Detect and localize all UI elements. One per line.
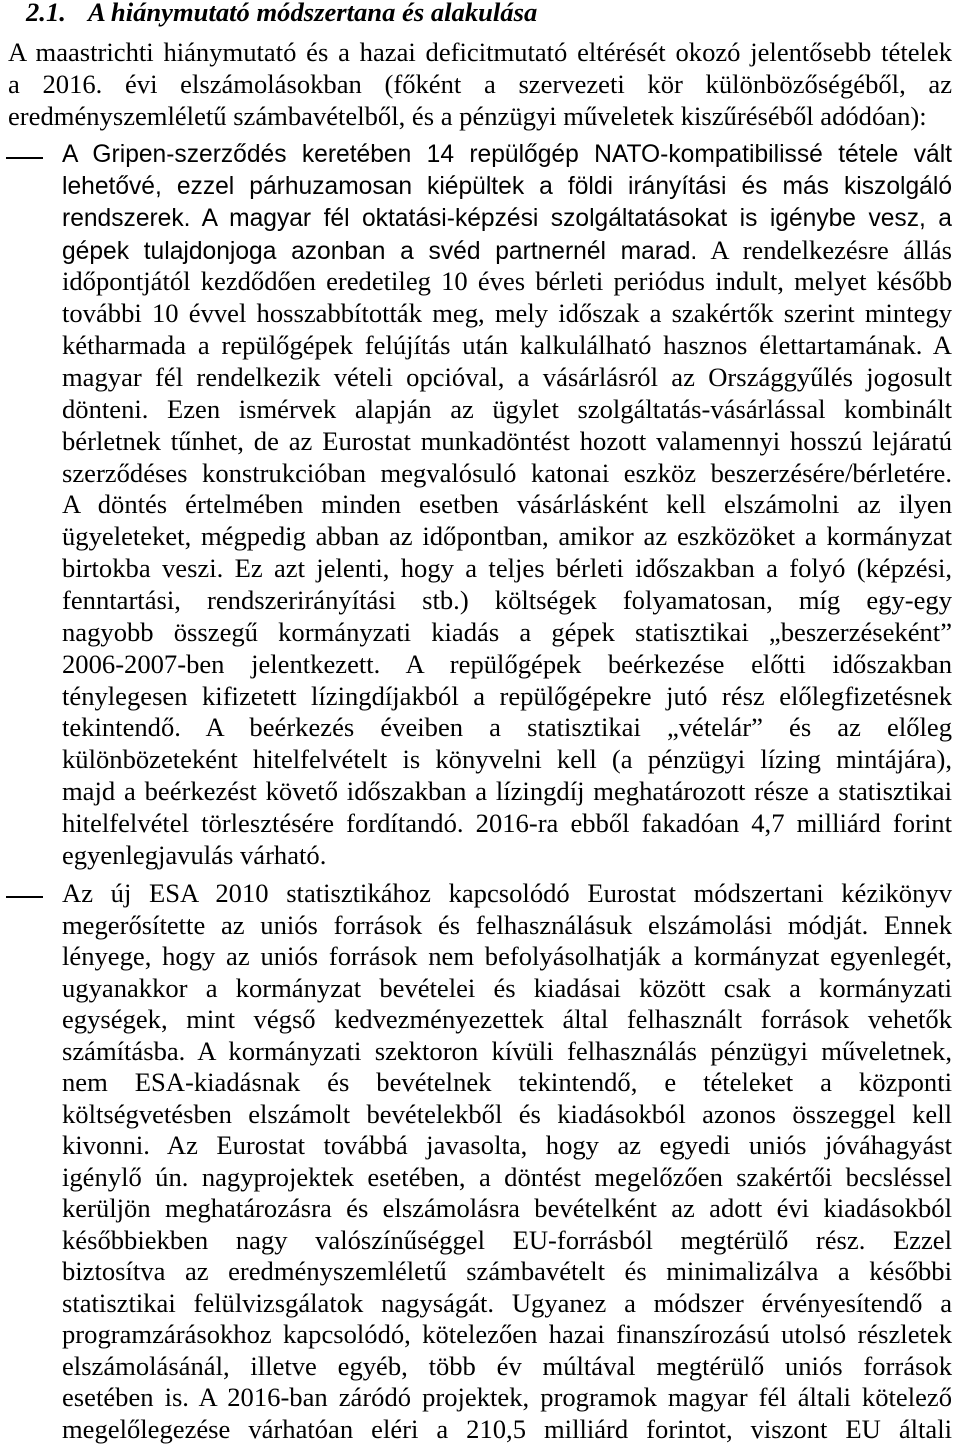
list-item-esa2010	[62, 878, 952, 1445]
paragraph-line: ugyanakkor a kormányzat bevételei és kiadásai között csak a kormányzati	[62, 972, 952, 1003]
paragraph-line: A maastrichti hiánymutató és a hazai deficitmutató eltérését okozó jelentősebb tételek	[8, 37, 952, 67]
paragraph-line: tekintendő. A beérkezés éveiben a statisztikai „vételár” és az előleg	[62, 712, 952, 743]
paragraph-line: Az új ESA 2010 statisztikához kapcsolódó Eurostat módszertani kézikönyv	[62, 878, 952, 908]
paragraph-line	[62, 235, 952, 267]
paragraph-line: nagyobb összegű kormányzati kiadás a gépek statisztikai „beszerzéseként”	[62, 616, 952, 647]
paragraph-line: majd a beérkezést követő időszakban a lízingdíj meghatározott része a statisztikai	[62, 776, 952, 807]
paragraph-line: dönteni. Ezen ismérvek alapján az ügylet szolgáltatás-vásárlással kombinált	[62, 393, 952, 424]
paragraph-line: magyar fél rendelkezik vételi opcióval, a vásárlásról az Országgyűlés jogosult	[62, 362, 952, 393]
paragraph-line: elszámolásánál, illetve egyéb, több év múltával megtérülő uniós források	[62, 1350, 952, 1381]
list-item-gripen	[62, 139, 952, 872]
paragraph-line: programzárásokhoz kapcsolódó, kötelezően hazai finanszírozású utolsó részletek	[62, 1319, 952, 1350]
paragraph-line: kerüljön meghatározásra és elszámolásra bevételként az adott évi kiadásokból	[62, 1193, 952, 1224]
paragraph-line: megerősítette az uniós források és felhasználásuk elszámolási módját. Ennek	[62, 909, 952, 940]
paragraph-line: biztosítva az eredményszemléletű számbavételt és minimalizálva a későbbi	[62, 1256, 952, 1287]
list-dash-marker	[6, 157, 43, 159]
paragraph-line: különbözeteként hitelfelvételt is könyvelni kell (a pénzügyi lízing mintájára),	[62, 744, 952, 775]
paragraph-line: további 10 évvel hosszabbították meg, mely időszak a szakértők szerint mintegy	[62, 298, 952, 329]
section-heading	[26, 0, 926, 29]
paragraph-line: kivonni. Az Eurostat továbbá javasolta, hogy az egyedi uniós jóváhagyást	[62, 1130, 952, 1161]
line-segment-sans: gépek tulajdonjoga azonban a svéd partnernél marad.	[62, 237, 698, 265]
paragraph-line: lényege, hogy az uniós források nem befolyásolhatják a kormányzat egyenlegét,	[62, 941, 952, 972]
paragraph-line: statisztikai felülvizsgálatok nagyságát. Ugyanez a módszer érvényesítendő a	[62, 1287, 952, 1318]
paragraph-line: későbbiekben nagy valószínűséggel EU-forrásból megtérülő rész. Ezzel	[62, 1224, 952, 1255]
section-title: A hiánymutató módszertana és alakulása	[88, 0, 538, 27]
paragraph-line: egységek, mint végső kedvezményezettek által felhasznált források vehetők	[62, 1004, 952, 1035]
paragraph-line: rendszerek. A magyar fél oktatási-képzési szolgáltatásokat is igénybe vesz, a	[62, 204, 952, 232]
paragraph-line: birtokba veszi. Ez azt jelenti, hogy a teljes bérleti időszakban a folyó (képzési,	[62, 553, 952, 584]
paragraph-line: kétharmada a repülőgépek felújítás után kalkulálható hasznos élettartamának. A	[62, 330, 952, 361]
line-segment-serif: A rendelkezésre állás	[710, 234, 953, 265]
list-dash-marker	[6, 896, 43, 898]
paragraph-line: hitelfelvétel törlesztésére fordítandó. 2016-ra ebből fakadóan 4,7 milliárd forint	[62, 808, 952, 839]
paragraph-line: a 2016. évi elszámolásokban (főként a szervezeti kör különbözőségéből, az	[8, 69, 952, 99]
paragraph-line: egyenlegjavulás várható.	[62, 839, 327, 870]
paragraph-line: 2006-2007-ben jelentkezett. A repülőgépek beérkezése előtti időszakban	[62, 648, 952, 679]
paragraph-line: nem ESA-kiadásnak és bevételnek tekintendő, e tételeket a központi	[62, 1067, 952, 1098]
paragraph-line: bérletnek tűnhet, de az Eurostat munkadöntést hozott valamennyi hosszú lejáratú	[62, 425, 952, 456]
paragraph-line: A döntés értelmében minden esetben vásárlásként kell elszámolni az ilyen	[62, 489, 952, 520]
paragraph-line: ténylegesen kifizetett lízingdíjakból a repülőgépekre jutó rész előlegfizetésnek	[62, 680, 952, 711]
paragraph-line: szerződéses konstrukcióban megvalósuló katonai eszköz beszerzésére/bérletére.	[62, 457, 952, 488]
paragraph-line: eredményszemléletű számbavételből, és a pénzügyi műveletek kiszűréséből adódóan):	[8, 101, 927, 131]
paragraph-line: fenntartási, rendszerirányítási stb.) költségek folyamatosan, míg egy-egy	[62, 585, 952, 616]
paragraph-line: esetében is. A 2016-ban záródó projektek, programok magyar fél általi kötelező	[62, 1382, 952, 1413]
paragraph-line: igénylő ún. nagyprojektek esetében, a döntést megelőzően szakértői becsléssel	[62, 1161, 952, 1192]
intro-paragraph	[8, 36, 952, 132]
paragraph-line: A Gripen-szerződés keretében 14 repülőgép NATO-kompatibilissé tétele vált	[62, 141, 952, 168]
paragraph-line: ügyeleteket, mégpedig abban az időpontban, amikor az eszközöket a kormányzat	[62, 521, 952, 552]
paragraph-line: megelőlegezése várhatóan eléri a 210,5 milliárd forintot, viszont EU általi	[62, 1413, 952, 1444]
paragraph-line: költségvetésben elszámolt bevételekből és kiadásokból azonos összeggel kell	[62, 1098, 952, 1129]
section-number: 2.1.	[26, 0, 66, 27]
paragraph-line: számításba. A kormányzati szektoron kívüli felhasználás pénzügyi műveletnek,	[62, 1035, 952, 1066]
paragraph-line: időpontjától kezdődően eredetileg 10 éves bérleti periódus indult, melyet később	[62, 266, 952, 297]
paragraph-line: lehetővé, ezzel párhuzamosan kiépültek a földi irányítási és más kiszolgáló	[62, 172, 952, 200]
